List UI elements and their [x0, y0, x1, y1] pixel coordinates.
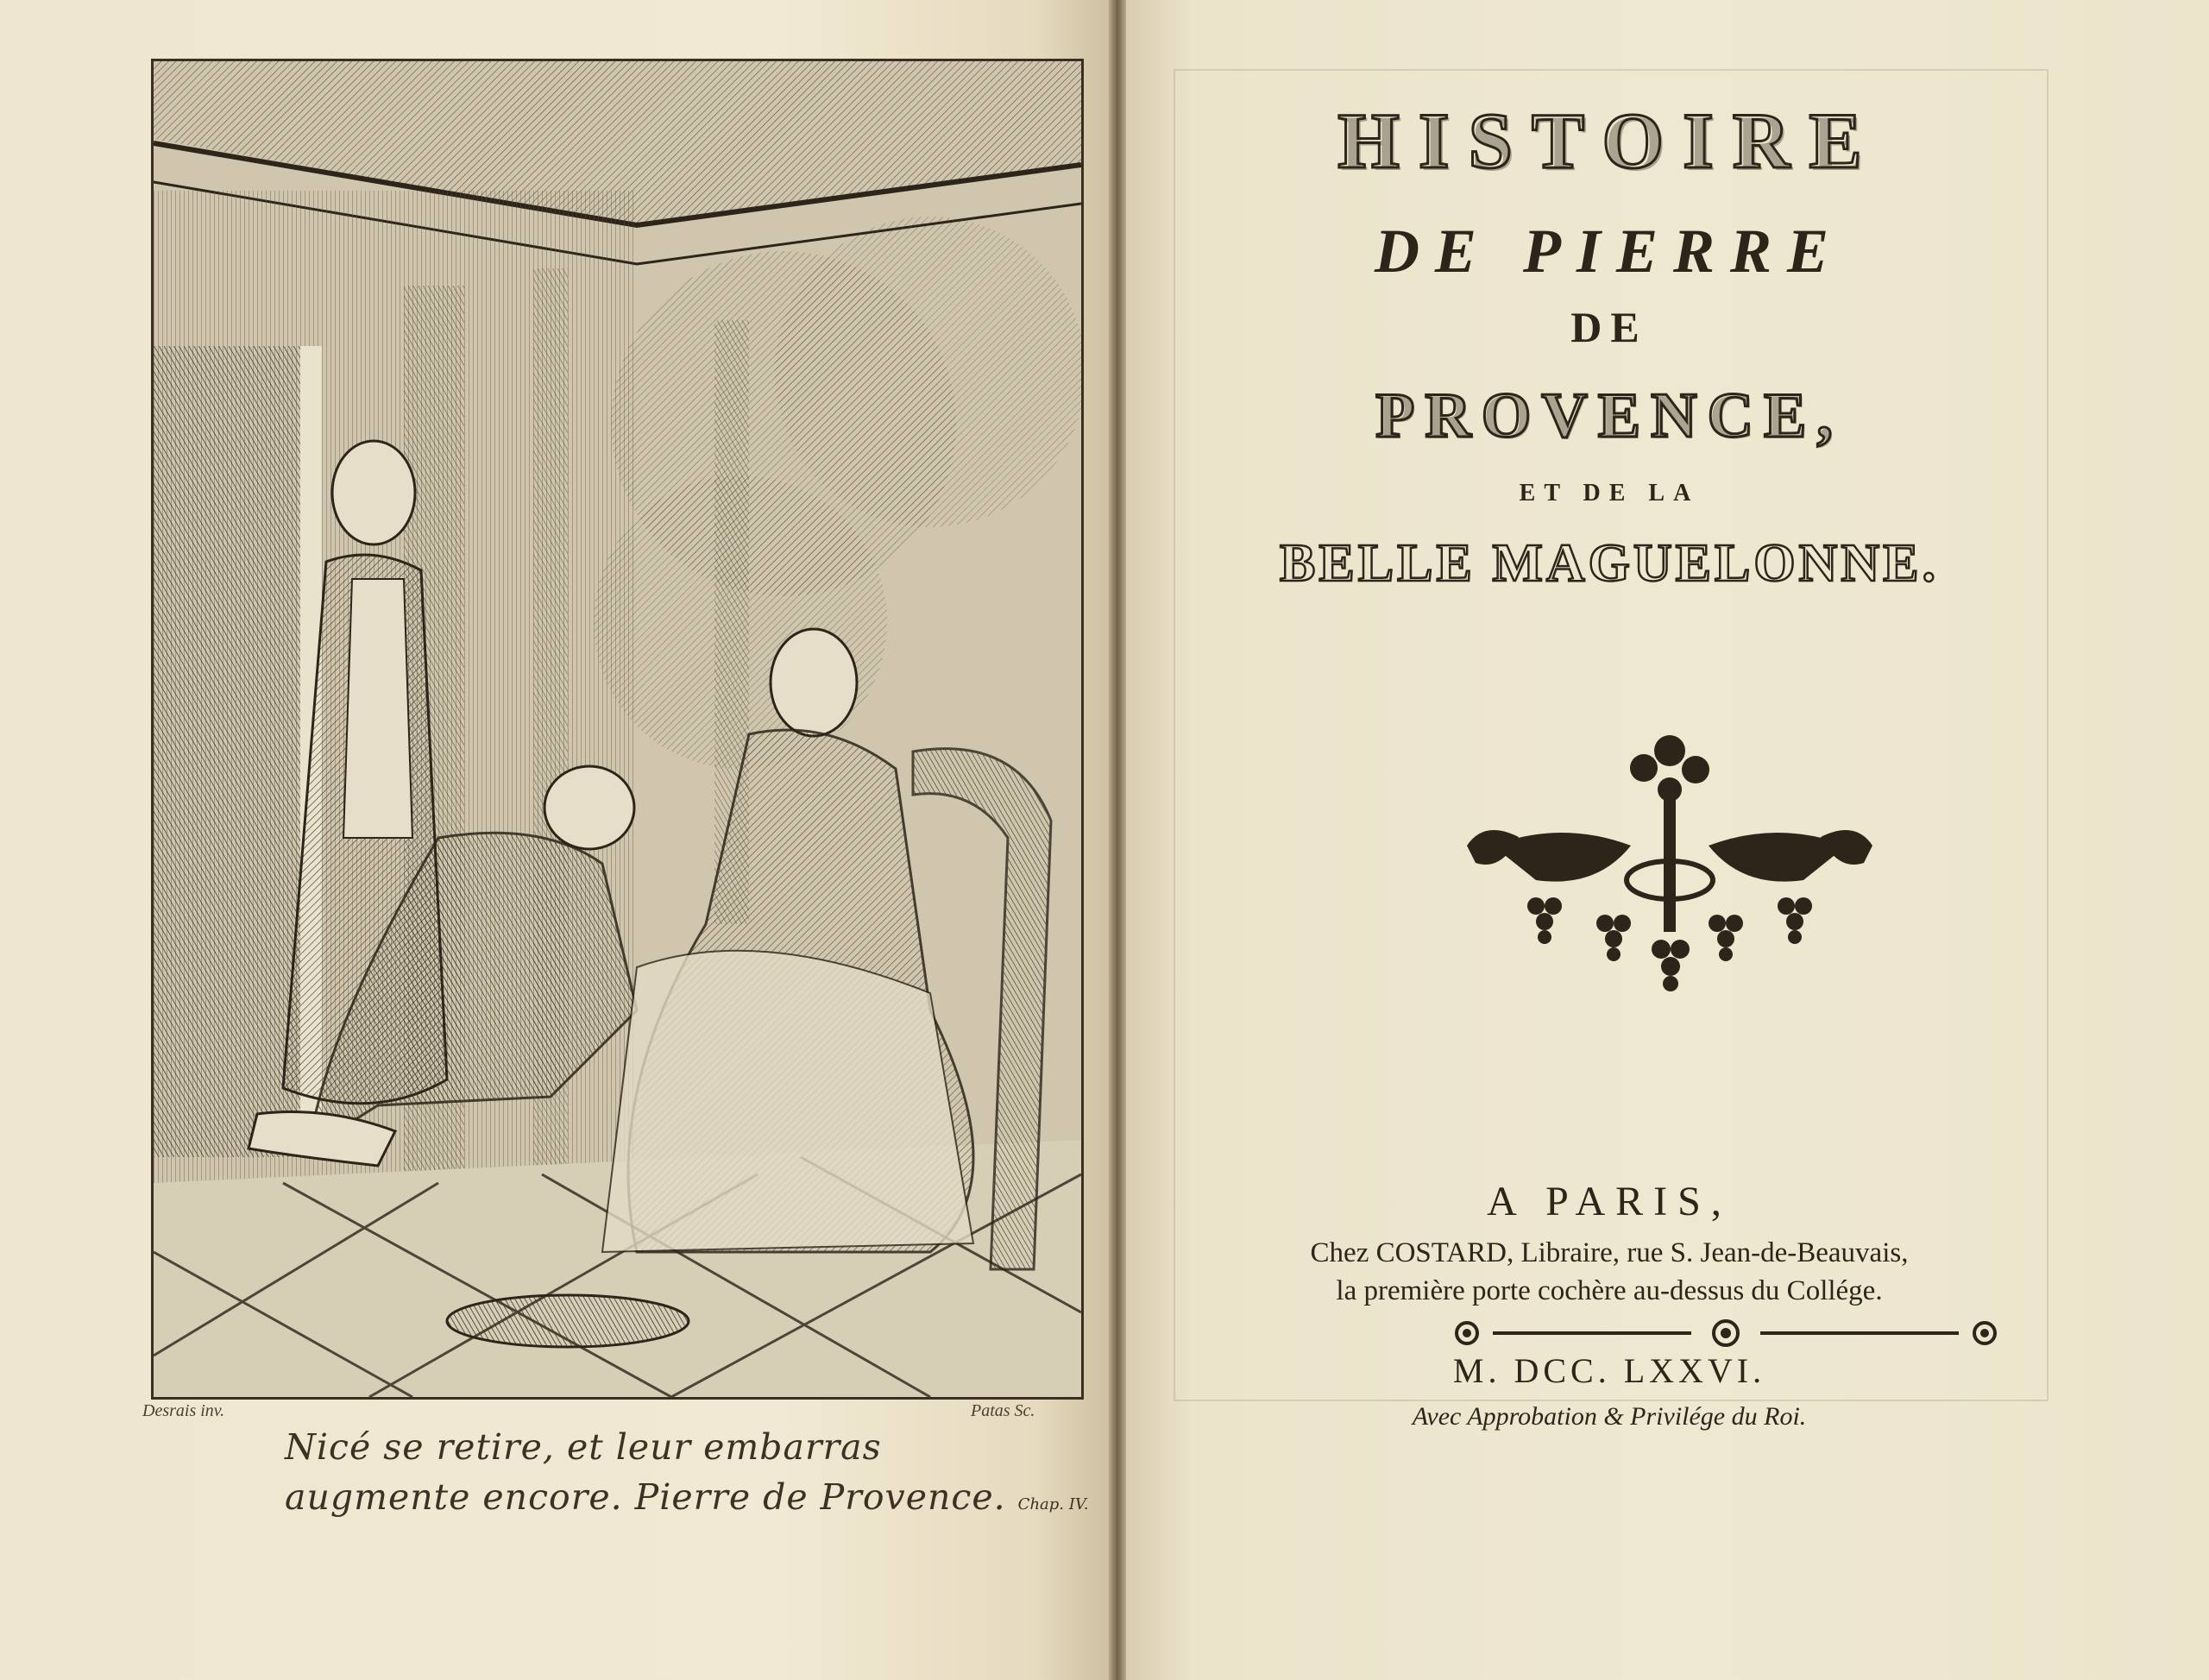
- caption-line-2-text: augmente encore. Pierre de Provence.: [285, 1476, 1006, 1518]
- ornamental-rule-icon: [1432, 1316, 2019, 1350]
- caption-line-1: Nicé se retire, et leur embarras: [285, 1426, 882, 1468]
- engraving-engraver-credit: Patas Sc.: [971, 1401, 1035, 1420]
- caption-chapter: Chap. IV.: [1017, 1495, 1089, 1513]
- grape-vine-ornament-icon: [1458, 716, 1881, 1010]
- imprint-printer-line-1: Chez COSTARD, Libraire, rue S. Jean-de-Beauvais,: [1310, 1237, 1909, 1268]
- imprint-place: A PARIS,: [1487, 1179, 1732, 1224]
- frontispiece-engraving: [151, 59, 1084, 1400]
- title-provence: PROVENCE,: [1375, 381, 1843, 451]
- imprint-privilege: Avec Approbation & Privilége du Roi.: [1412, 1402, 1807, 1431]
- imprint-printer-line-2: la première porte cochère au-dessus du Collége.: [1336, 1275, 1883, 1306]
- imprint-printer: [1174, 1234, 2045, 1310]
- title-histoire: HISTOIRE: [1337, 97, 1881, 185]
- title-de-pierre: DE PIERRE: [1374, 217, 1845, 286]
- engraving-scene-icon: [154, 61, 1081, 1397]
- title-et-de-la: ET DE LA: [1519, 480, 1700, 507]
- title-de: DE: [1570, 303, 1648, 351]
- engraving-caption: [285, 1422, 1113, 1530]
- imprint-date: M. DCC. LXXVI.: [1452, 1351, 1766, 1390]
- engraving-designer-credit: Desrais inv.: [142, 1401, 225, 1420]
- caption-line-2: [285, 1472, 1113, 1530]
- title-belle-maguelonne: BELLE MAGUELONNE.: [1280, 534, 1939, 593]
